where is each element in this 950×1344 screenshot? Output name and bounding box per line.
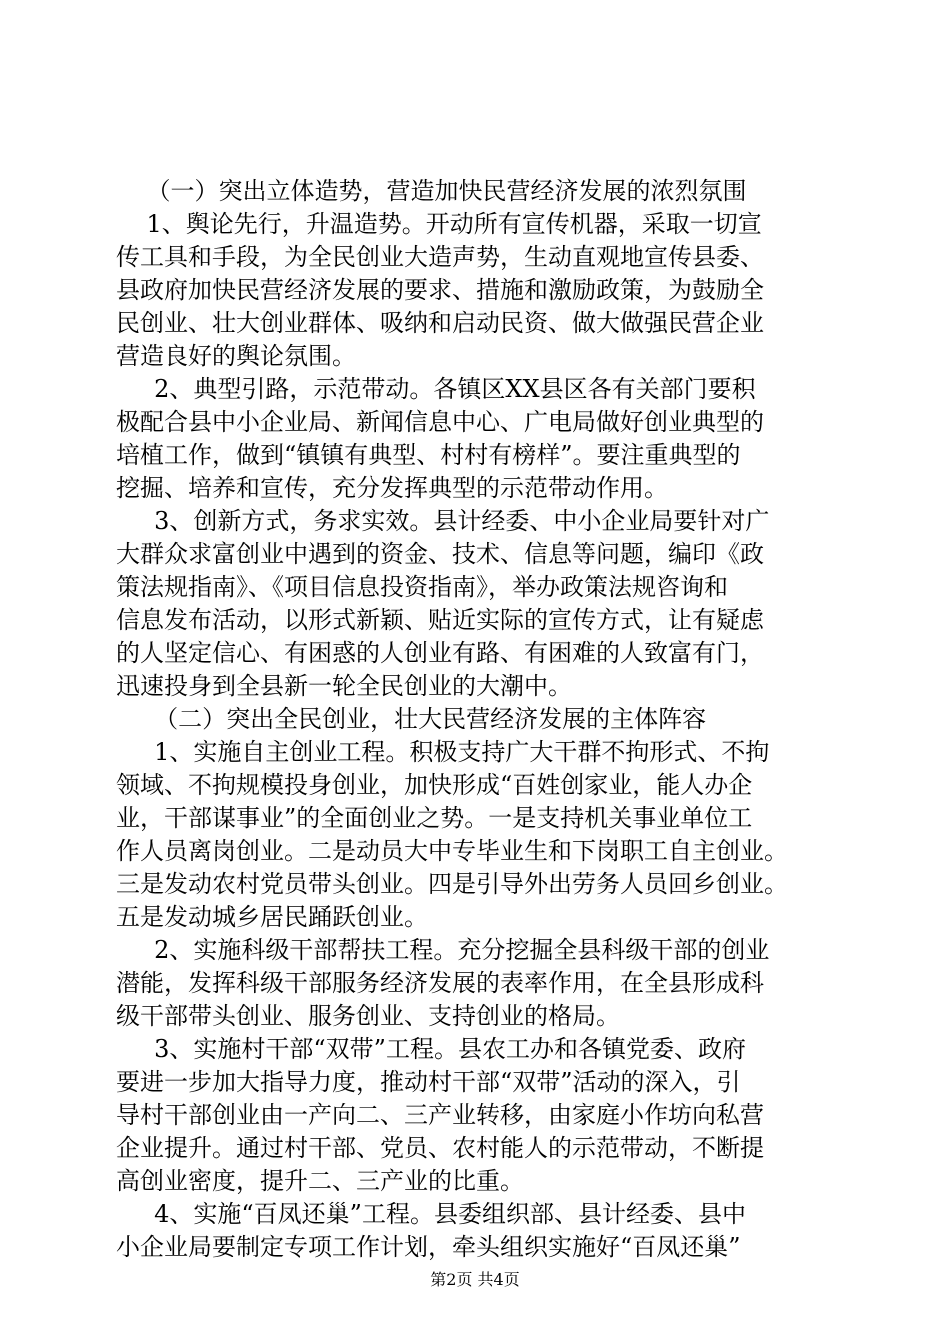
text-line: 要进一步加大指导力度，推动村干部“双带”活动的深入，引 <box>116 1068 741 1096</box>
text-line: 县政府加快民营经济发展的要求、措施和激励政策，为鼓励全 <box>116 276 764 304</box>
text-line: 极配合县中小企业局、新闻信息中心、广电局做好创业典型的 <box>116 408 764 436</box>
text-line: 3、实施村干部“双带”工程。县农工办和各镇党委、政府 <box>116 1035 746 1063</box>
text-line: 领域、不拘规模投身创业，加快形成“百姓创家业，能人办企 <box>116 771 753 799</box>
text-line: 信息发布活动，以形式新颖、贴近实际的宣传方式，让有疑虑 <box>116 606 764 634</box>
text-line: 大群众求富创业中遇到的资金、技术、信息等问题，编印《政 <box>116 540 764 568</box>
page-footer: 第2页 共4页 <box>430 1270 520 1289</box>
text-line: 2、实施科级干部帮扶工程。充分挖掘全县科级干部的创业 <box>116 936 770 964</box>
text-line: 营造良好的舆论氛围。 <box>116 342 356 370</box>
text-line: 民创业、壮大创业群体、吸纳和启动民资、做大做强民营企业 <box>116 309 764 337</box>
text-line: 小企业局要制定专项工作计划，牵头组织实施好“百凤还巢” <box>116 1233 741 1261</box>
document-body <box>116 175 836 1264</box>
text-line: 作人员离岗创业。二是动员大中专毕业生和下岗职工自主创业。 <box>116 837 788 865</box>
text-line: 级干部带头创业、服务创业、支持创业的格局。 <box>116 1002 620 1030</box>
text-line: 五是发动城乡居民踊跃创业。 <box>116 903 428 931</box>
text-line: 潜能，发挥科级干部服务经济发展的表率作用，在全县形成科 <box>116 969 764 997</box>
text-line: 策法规指南》、《项目信息投资指南》，举办政策法规咨询和 <box>116 573 728 601</box>
text-line: 企业提升。通过村干部、党员、农村能人的示范带动，不断提 <box>116 1134 764 1162</box>
text-line: 传工具和手段，为全民创业大造声势，生动直观地宣传县委、 <box>116 243 764 271</box>
text-line: 挖掘、培养和宣传，充分发挥典型的示范带动作用。 <box>116 474 668 502</box>
text-line: （一）突出立体造势，营造加快民营经济发展的浓烈氛围 <box>116 177 747 205</box>
text-line: （二）突出全民创业，壮大民营经济发展的主体阵容 <box>116 705 707 733</box>
text-line: 4、实施“百凤还巢”工程。县委组织部、县计经委、县中 <box>116 1200 746 1228</box>
text-line: 培植工作，做到“镇镇有典型、村村有榜样”。要注重典型的 <box>116 441 741 469</box>
text-line: 1、舆论先行，升温造势。开动所有宣传机器，采取一切宣 <box>116 210 762 238</box>
text-line: 迅速投身到全县新一轮全民创业的大潮中。 <box>116 672 572 700</box>
text-line: 三是发动农村党员带头创业。四是引导外出劳务人员回乡创业。 <box>116 870 788 898</box>
text-line: 1、实施自主创业工程。积极支持广大干群不拘形式、不拘 <box>116 738 770 766</box>
text-line: 2、典型引路，示范带动。各镇区XX县区各有关部门要积 <box>116 375 756 403</box>
text-line: 业，干部谋事业”的全面创业之势。一是支持机关事业单位工 <box>116 804 753 832</box>
text-line: 高创业密度，提升二、三产业的比重。 <box>116 1167 524 1195</box>
text-line: 导村干部创业由一产向二、三产业转移，由家庭小作坊向私营 <box>116 1101 764 1129</box>
text-line: 3、创新方式，务求实效。县计经委、中小企业局要针对广 <box>116 507 770 535</box>
text-line: 的人坚定信心、有困惑的人创业有路、有困难的人致富有门， <box>116 639 764 667</box>
